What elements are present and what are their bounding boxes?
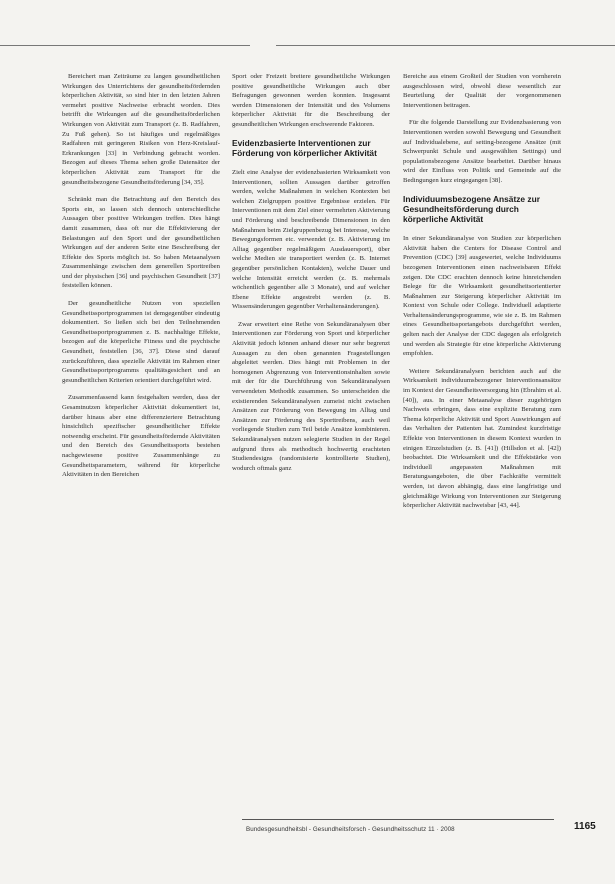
text-column-3: [403, 72, 561, 519]
text-column-1: [62, 72, 220, 488]
header-rule-left: [0, 45, 250, 46]
paragraph: Für die folgende Darstellung zur Evidenzbasierung von Interventionen werden sowohl Bewegung und Gesundheit auf Individualebene, auf setting-bezogene Ansätze (mit Schwerpunkt Schule und ausgewählten Settings) und populationsbezogene Ansätze bearbeitet. Darüber hinaus wird der Einfluss von Politik und Gemeinde auf die Bedingungen kurz eingegangen [38].: [403, 119, 561, 184]
paragraph: Sport oder Freizeit breitere gesundheitliche Wirkungen positive gesundheitliche Wirkungen auch über Befragungen gewonnen werden konnten. Insgesamt werden Dimensionen der Intensität und des Volumens körperlicher Aktivität für die Beschreibung der gesundheitlichen Wirkungen erschwerende Faktoren.: [232, 73, 390, 128]
paragraph: Bereiche aus einem Großteil der Studien von vornherein ausgeschlossen wird, obwohl diese wesentlich zur Beurteilung der Qualität der vorgenommenen Interventionen beitragen.: [403, 73, 561, 109]
paragraph: Schränkt man die Betrachtung auf den Bereich des Sports ein, so lassen sich dennoch unterschiedliche Aussagen über positive Wirkungen treffen. Dies hängt damit zusammen, dass oft nur die Effektivierung der Belastungen auf den Sport und der gesundheitlichen Wirkungen auf der anderen Seite eine Beschreibung der Effekte des Sports möglich ist. So haben Metaanalysen Zusammenhänge zwischen dem generellen Sporttreiben und der physischen [36] und psychischen Gesundheit [37] feststellen können.: [62, 196, 220, 290]
paragraph: Bereichert man Zeiträume zu langen gesundheitlichen Wirkungen des Unterrichtens der gesundheitsfördernden körperlichen Aktivität, so sind hier in den letzten Jahren vermehrt positive Nachweise erbracht worden. Dies betrifft die Wirkungen auf die gesundheitsförderlichen Wirkungen von Aktivität zum Transport (z. B. Radfahren, Zu Fuß gehen). So ist häufiges und regelmäßiges Radfahren mit geringeren Risiken von Herz-Kreislauf-Erkrankungen [33] in Verbindung gebracht worden. Bezogen auf dieses Thema sehen große Datensätze der körperlichen Aktivität zum Transport für die gesundheitsbezogene Gesundheitsförderung [34, 35].: [62, 73, 220, 186]
journal-citation: Bundesgesundheitsbl - Gesundheitsforsch - Gesundheitsschutz 11 · 2008: [246, 826, 455, 833]
paragraph: Zusammenfassend kann festgehalten werden, dass der Gesamtnutzen körperlicher Aktivität dokumentiert ist, darüber hinaus aber eine differenziertere Betrachtung hinsichtlich spezifischer gesundheitlicher Effekte notwendig erscheint. Für gesundheitsfördernde Aktivitäten und den Bereich des Gesundheitssports bestehen nachgewiesene positive Zusammenhänge zu Gesundheitsparametern, während für körperliche Aktivitäten in den Bereichen: [62, 394, 220, 479]
paragraph: Der gesundheitliche Nutzen von speziellen Gesundheitssportprogrammen ist demgegenüber eindeutig dokumentiert. So ließen sich bei den Teilnehmenden Gesundheitssportprogrammen z. B. nachhaltige Effekte, bezogen auf die körperliche Fitness und die psychische Gesundheit, feststellen [36, 37]. Diese sind darauf zurückzuführen, dass spezielle Aktivität im Rahmen einer Gesundheitssportprogramms qualitätsgesichert und an gesundheitlichen Kriterien orientiert durchgeführt wird.: [62, 300, 220, 384]
paragraph: Weitere Sekundäranalysen berichten auch auf die Wirksamkeit individuumsbezogener Interventionsansätze im Kontext der Gesundheitsversorgung hin (Ebrahim et al. [40]), aus. In einer Metaanalyse dieser zugehörigen Nachweis erbringen, dass eine explizite Beratung zum Thema körperliche Aktivität und Sport Auswirkungen auf das Verhalten der Patienten hat. Zumindest kurzfristige Effekte von Interventionen in diesem Kontext wurden in einigen Einzelstudien (z. B. [41]) (Hillsdon et al. [42]) beobachtet. Die Wirksamkeit und die Effektstärke von individuell angepassten Maßnahmen mit Beratungsangeboten, die über Fachkräfte vermittelt werden, ist davon abhängig, dass eine langfristige und gleichmäßige Wirkung von Interventionen zur Steigerung körperlicher Aktivität nachweisbar [43, 44].: [403, 367, 561, 510]
paragraph: In einer Sekundäranalyse von Studien zur körperlichen Aktivität haben die Centers for Disease Control and Prevention (CDC) [39] ausgewertet, welche Individuums bezogenen Interventionen einen nachweisbaren Effekt zeigen. Die CDC erachten dennoch keine hinreichenden Belege für die Wirksamkeit gesundheitsorientierter Maßnahmen zur Steigerung körperlicher Aktivität im Kontext von Schule oder College. Individuell adaptierte Verhaltensänderungsprogramme, wie sie z. B. im Rahmen eines Gesundheitssportangebots durchgeführt werden, gelten nach der Analyse der CDC dagegen als erfolgreich und werden als Strategie für eine körperliche Aktivierung empfohlen.: [403, 235, 561, 358]
footer-rule: [242, 819, 554, 820]
page-number: 1165: [574, 821, 596, 832]
header-rule-right: [276, 45, 615, 46]
text-column-2: [232, 72, 390, 481]
section-heading-individual: Individuumsbezogene Ansätze zur Gesundheitsförderung durch körperliche Aktivität: [403, 193, 540, 224]
section-heading-evidence: Evidenzbasierte Interventionen zur Förderung von körperlicher Aktivität: [232, 137, 377, 158]
paragraph: Zwar erweitert eine Reihe von Sekundäranalysen über Interventionen zur Förderung von Sport und körperlicher Aktivität jedoch können anhand dieser nur sehr begrenzt Aussagen zu den oben genannten Fragestellungen abgeleitet werden. Dies hängt mit Problemen in der homogenen Abgrenzung von Interventionsinhalten sowie mit der für die Durchführung von Sekundäranalysen verwendeten Methodik zusammen. So unterscheiden die existierenden Sekundäranalysen zumeist nicht zwischen Ansätzen zur Förderung von Bewegung im Alltag und Ansätzen zur Förderung des Sporttreibens, auch weil vorliegende Studien zum Teil beide Ansätze kombinieren. Sekundäranalysen nutzen selegierte Studien in der Regel aufgrund ihres als methodisch hochwertig erachteten Studiendesigns (randomisierte kontrollierte Studien), wodurch oftmals ganz: [232, 320, 390, 472]
paragraph: Zielt eine Analyse der evidenzbasierten Wirksamkeit von Interventionen, sollten Aussagen darüber getroffen werden, welche Maßnahmen in welchen Kontexten bei welchen Zielgruppen positive Ergebnisse erzielen. Für Interventionen mit dem Ziel einer vermehrten Aktivierung und Förderung sind beschreibende Dimensionen in den Maßnahmen beim Zielgruppenbezug bei Interesse, welche Bewegungsformen etc. verwendet (z. B. Aktivierung im Alltag gegenüber regelmäßigem Ausdauersport), über welche Medien sie transportiert werden (z. B. Internet gegenüber persönlichen Kontakten), welche Dauer und welche Intensität erreicht werden (z. B. mehrmals wöchentlich gegenüber alle 3 Monate), und auf welcher Ebene Effekte angestrebt werden (z. B. Wissensänderungen gegenüber Verhaltensänderungen).: [232, 168, 390, 311]
